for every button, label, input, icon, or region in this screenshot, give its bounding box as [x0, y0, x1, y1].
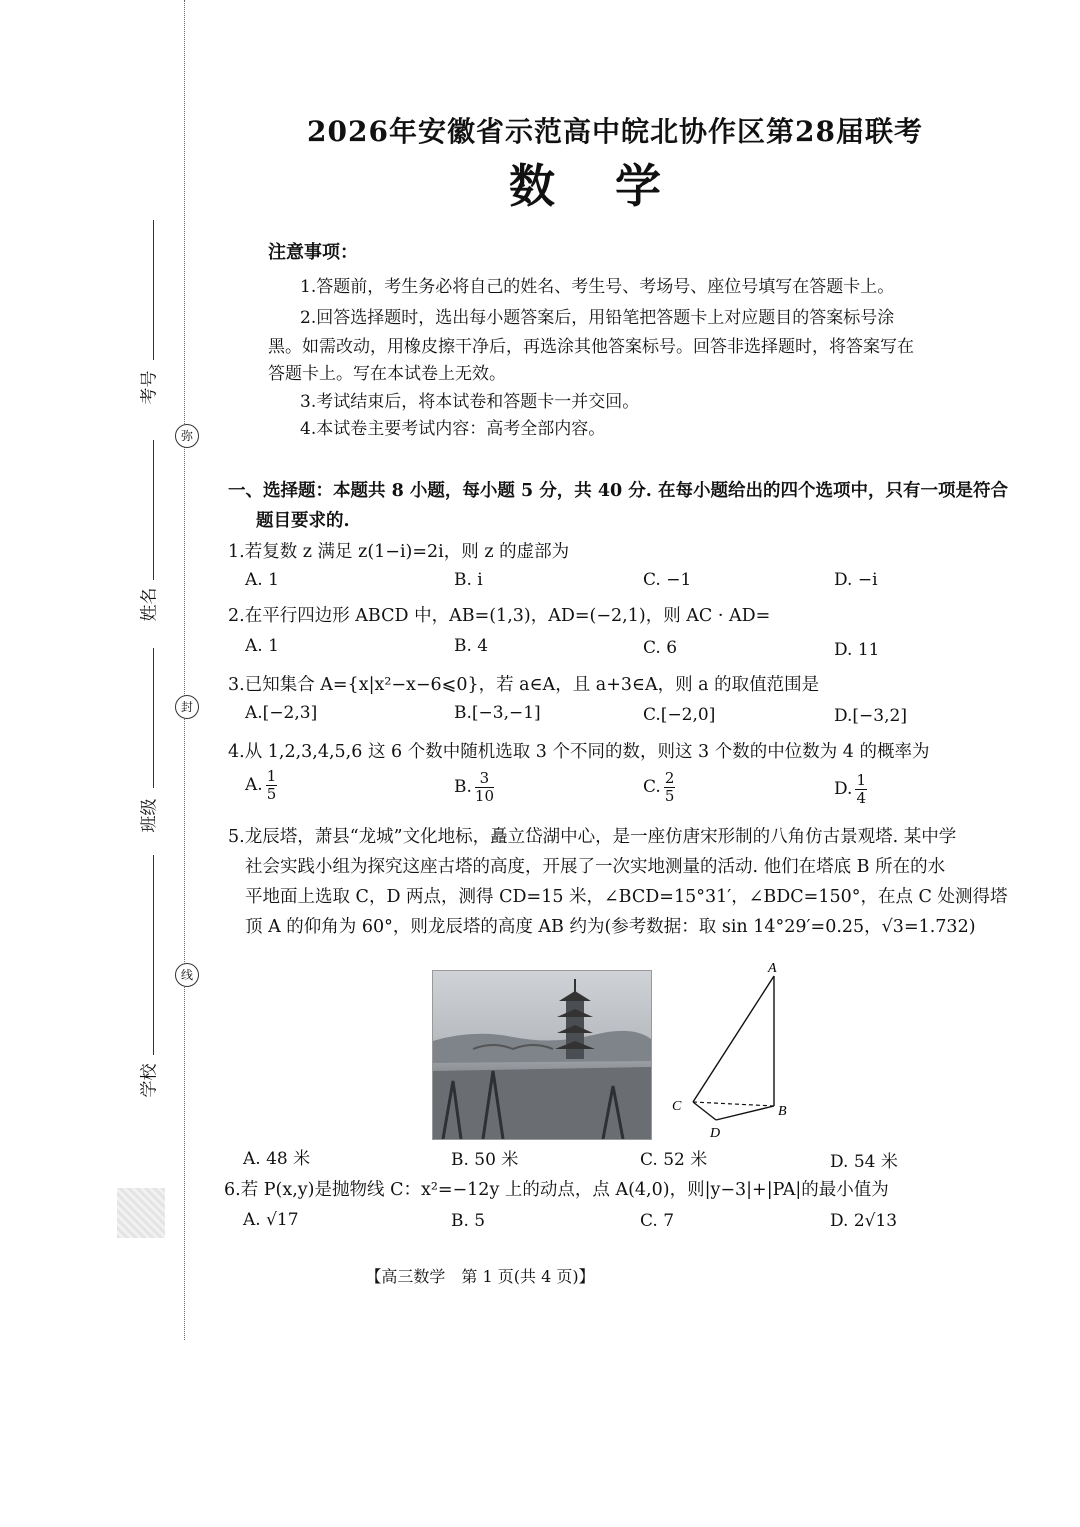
- q5-line: 顶 A 的仰角为 60°，则龙辰塔的高度 AB 约为(参考数据：取 sin 14°29′=0.25，√3=1.732): [245, 917, 976, 937]
- numerator: 2: [664, 769, 675, 787]
- q1-option-c: C. −1: [643, 570, 692, 590]
- q4-option-c: [643, 770, 675, 805]
- numerator: 1: [856, 771, 866, 789]
- denominator: 5: [266, 785, 277, 803]
- question-1-stem: 1.若复数 z 满足 z(1−i)=2i，则 z 的虚部为: [228, 542, 570, 562]
- exam-number-line: [153, 220, 154, 360]
- notice-item: 1.答题前，考生务必将自己的姓名、考生号、考场号、座位号填写在答题卡上。: [300, 277, 895, 297]
- exam-title: 2026年安徽省示范高中皖北协作区第28届联考: [307, 115, 923, 148]
- numerator: 1: [266, 767, 277, 785]
- q2-option-b: B. 4: [454, 636, 489, 656]
- tower-photo: [432, 970, 652, 1140]
- fraction: [475, 770, 494, 805]
- denominator: 10: [474, 787, 494, 805]
- seal-char-xian: 线: [175, 963, 199, 987]
- notice-item: 黑。如需改动，用橡皮擦干净后，再选涂其他答案标号。回答非选择题时，将答案写在: [268, 337, 914, 357]
- denominator: 4: [856, 789, 866, 807]
- q5-line: 5.龙辰塔，萧县“龙城”文化地标，矗立岱湖中心，是一座仿唐宋形制的八角仿古景观塔. 某中学: [228, 827, 957, 847]
- q4-option-b: [454, 770, 494, 805]
- q1-option-a: A. 1: [245, 570, 279, 590]
- page-footer: 【高三数学 第 1 页(共 4 页)】: [365, 1267, 595, 1286]
- question-3-stem: 3.已知集合 A={x|x²−x−6⩽0}，若 a∈A，且 a+3∈A，则 a 的取值范围是: [228, 675, 820, 695]
- q1-option-d: D. −i: [834, 570, 878, 590]
- q5-line: 平地面上选取 C，D 两点，测得 CD=15 米，∠BCD=15°31′，∠BDC=150°，在点 C 处测得塔: [245, 887, 1008, 907]
- q5-option-a: A. 48 米: [243, 1149, 311, 1169]
- notice-heading: 注意事项：: [268, 242, 358, 263]
- q4-option-d-letter: D.: [834, 779, 853, 799]
- point-label-b: B: [778, 1104, 787, 1119]
- fraction: [855, 772, 867, 807]
- class-line: [153, 648, 154, 788]
- notice-item: 2.回答选择题时，选出每小题答案后，用铅笔把答题卡上对应题目的答案标号涂: [300, 308, 895, 328]
- point-label-d: D: [710, 1126, 721, 1141]
- point-label-c: C: [672, 1099, 682, 1114]
- fraction: [266, 768, 278, 803]
- question-5-stem: [228, 822, 1018, 942]
- q3-option-b: B.[−3,−1]: [454, 703, 541, 723]
- q6-option-d: D. 2√13: [830, 1211, 898, 1231]
- q5-option-d: D. 54 米: [830, 1152, 898, 1172]
- notice-item: 3.考试结束后，将本试卷和答题卡一并交回。: [300, 392, 640, 412]
- q5-option-b: B. 50 米: [451, 1150, 519, 1170]
- q5-line: 社会实践小组为探究这座古塔的高度，开展了一次实地测量的活动. 他们在塔底 B 所在的水: [245, 857, 946, 877]
- q1-option-b: B. i: [454, 570, 483, 590]
- seal-char-feng: 封: [175, 695, 199, 719]
- label-exam-number: 考号: [139, 370, 160, 405]
- q3-option-c: C.[−2,0]: [643, 705, 716, 725]
- label-class: 班级: [139, 798, 160, 833]
- q4-option-a: [245, 768, 277, 803]
- q3-option-a: A.[−2,3]: [245, 703, 318, 723]
- question-2-stem: 2.在平行四边形 ABCD 中，AB=(1,3)，AD=(−2,1)，则 AC · AD=: [228, 606, 771, 626]
- tower-photo-drawing: [433, 971, 651, 1139]
- notice-item: 答题卡上。写在本试卷上无效。: [268, 364, 506, 384]
- q2-option-d: D. 11: [834, 640, 880, 660]
- seal-char-mi: 弥: [175, 424, 199, 448]
- q2-option-c: C. 6: [643, 638, 678, 658]
- q4-option-b-letter: B.: [454, 777, 472, 797]
- tower-geometry-figure: [660, 956, 800, 1146]
- fraction: [664, 770, 676, 805]
- q3-option-d: D.[−3,2]: [834, 706, 907, 726]
- q6-option-b: B. 5: [451, 1211, 486, 1231]
- q4-option-a-letter: A.: [245, 775, 263, 795]
- scan-smudge: [117, 1188, 165, 1238]
- denominator: 5: [664, 787, 675, 805]
- q4-option-c-letter: C.: [643, 777, 661, 797]
- section-heading-line1: 一、选择题：本题共 8 小题，每小题 5 分，共 40 分. 在每小题给出的四个选项中，只有一项是符合: [228, 481, 1008, 501]
- section-heading: [228, 476, 1008, 536]
- q5-option-c: C. 52 米: [640, 1150, 708, 1170]
- q6-option-a: A. √17: [243, 1210, 299, 1230]
- notice-item: 4.本试卷主要考试内容：高考全部内容。: [300, 419, 606, 439]
- label-school: 学校: [139, 1063, 160, 1098]
- q6-option-c: C. 7: [640, 1211, 675, 1231]
- question-4-stem: 4.从 1,2,3,4,5,6 这 6 个数中随机选取 3 个不同的数，则这 3 个数的中位数为 4 的概率为: [228, 742, 930, 762]
- q4-option-d: [834, 772, 867, 807]
- section-heading-line2: 题目要求的.: [256, 511, 350, 531]
- label-name: 姓名: [139, 587, 160, 622]
- subject-title: 数学: [509, 159, 721, 213]
- question-6-stem: 6.若 P(x,y)是抛物线 C：x²=−12y 上的动点，点 A(4,0)，则|y−3|+|PA|的最小值为: [224, 1180, 889, 1200]
- school-line: [153, 855, 154, 1055]
- q2-option-a: A. 1: [245, 636, 279, 656]
- numerator: 3: [475, 770, 494, 788]
- point-label-a: A: [768, 961, 777, 976]
- name-line: [153, 440, 154, 580]
